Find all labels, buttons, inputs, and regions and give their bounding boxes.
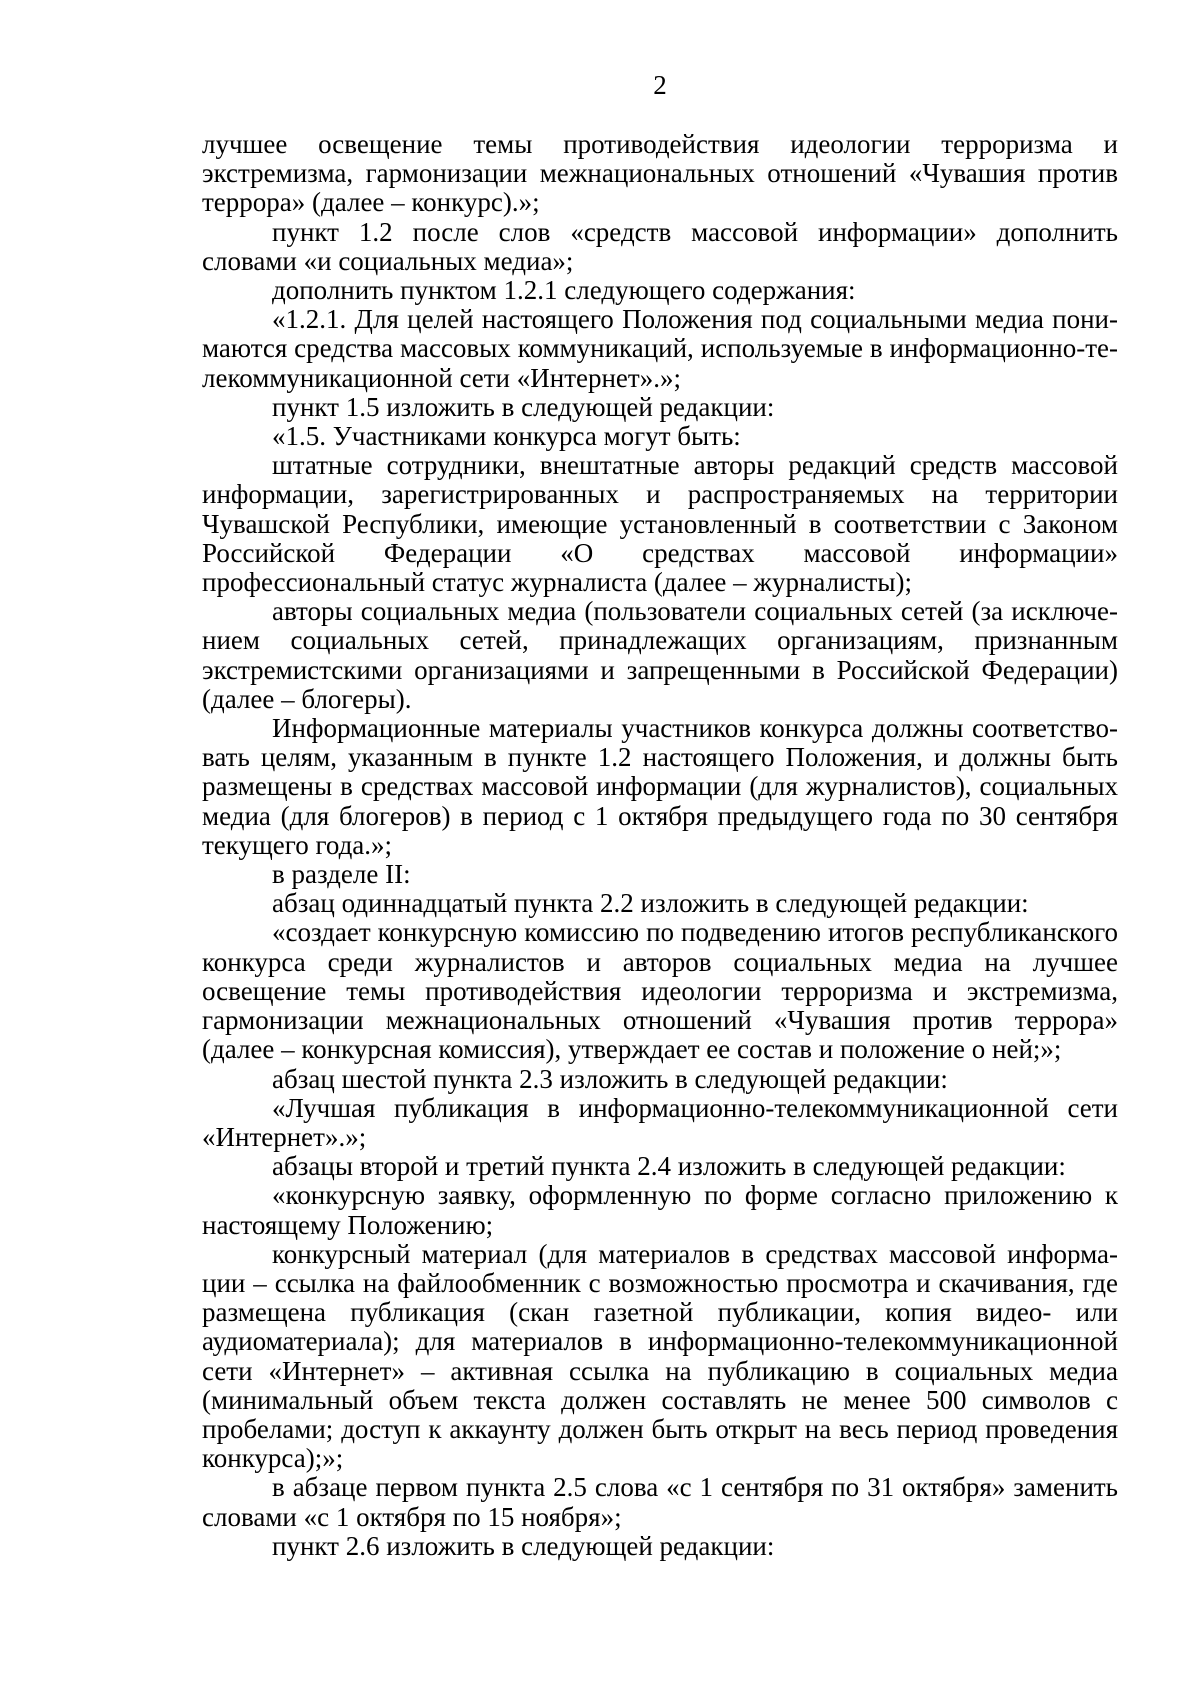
paragraph: пункт 1.5 изложить в следующей редакции: [272,391,775,422]
paragraph: дополнить пунктом 1.2.1 следующего содержания: [272,275,856,306]
paragraph: лучшее освещение темы противодействия идеологии терроризма и экстремизма, гармонизации межнациональных отношений «Чувашия против террора» (далее – конкурс).»; [202,129,1118,218]
page-number: 2 [653,70,667,100]
paragraph: абзацы второй и третий пункта 2.4 изложить в следующей редакции: [272,1151,1066,1182]
paragraph: «Лучшая публикация в информационно-телекоммуникационной сети «Интернет».»; [202,1092,1118,1152]
paragraph: абзац шестой пункта 2.3 изложить в следующей редакции: [272,1063,948,1094]
paragraph: штатные сотрудники, внештатные авторы редакций средств массовой информации, зарегистрированных и распространяемых на территории Чувашской Республики, имеющие установленный в соответствии с Законом Российской Федерации «О средствах массовой информации» профессиональный статус журналиста (далее – журналисты); [202,450,1118,598]
paragraph: в разделе II: [272,859,411,890]
document-body [202,130,1118,1561]
paragraph: пункт 1.2 после слов «средств массовой информации» дополнить словами «и социальных медиа»; [202,216,1118,276]
paragraph: авторы социальных медиа (пользователи социальных сетей (за исключением социальных сетей, принадлежащих организациям, признанным экстремистскими организациями и запрещенными в Российской Федерации) (далее – блогеры). [202,596,1118,714]
paragraph: «создает конкурсную комиссию по подведению итогов республиканского конкурса среди журналистов и авторов социальных медиа на лучшее освещение темы противодействия идеологии терроризма и экстремизма, гармонизации межнациональных отношений «Чувашия против террора» (далее – конкурсная комиссия), утверждает ее состав и положение о ней;»; [202,917,1118,1065]
paragraph: Информационные материалы участников конкурса должны соответствовать целям, указанным в пункте 1.2 настоящего Положения, и должны быть размещены в средствах массовой информации (для журналистов), социальных медиа (для блогеров) в период с 1 октября предыдущего года по 30 сентября текущего года.»; [202,713,1118,860]
paragraph: абзац одиннадцатый пункта 2.2 изложить в следующей редакции: [272,888,1029,919]
paragraph: «конкурсную заявку, оформленную по форме согласно приложению к настоящему Положению; [202,1180,1118,1240]
paragraph: пункт 2.6 изложить в следующей редакции: [272,1530,775,1561]
paragraph: в абзаце первом пункта 2.5 слова «с 1 сентября по 31 октября» заменить словами «с 1 октября по 15 ноября»; [202,1472,1118,1532]
paragraph: «1.2.1. Для целей настоящего Положения под социальными медиа понимаются средства массовых коммуникаций, используемые в информационно-телекоммуникационной сети «Интернет».»; [202,304,1118,393]
paragraph: «1.5. Участниками конкурса могут быть: [272,421,741,452]
paragraph: конкурсный материал (для материалов в средствах массовой информации – ссылка на файлообменник с возможностью просмотра и скачивания, где размещена публикация (скан газетной публикации, копия видео- или аудиоматериала); для материалов в информационно-телекоммуникационной сети «Интернет» – активная ссылка на публикацию в социальных медиа (минимальный объем текста должен составлять не менее 500 символов с пробелами; доступ к аккаунту должен быть открыт на весь период проведения конкурса);»; [202,1238,1118,1474]
